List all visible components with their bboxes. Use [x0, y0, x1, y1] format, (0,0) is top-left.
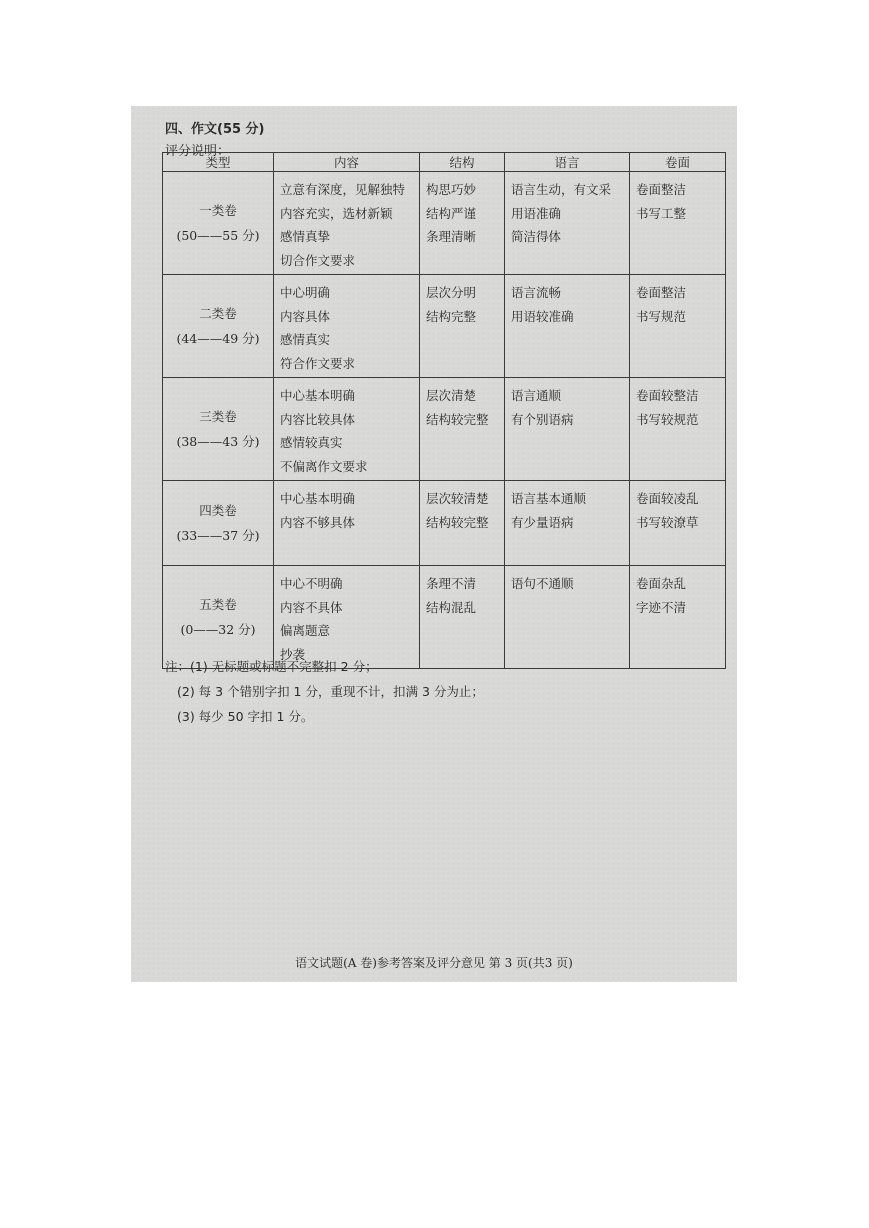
appearance-cell [630, 481, 726, 566]
criterion: 内容比较具体 [280, 411, 356, 427]
note-2: (2) 每 3 个错别字扣 1 分，重现不计，扣满 3 分为止； [177, 684, 484, 699]
note-1: 注：(1) 无标题或标题不完整扣 2 分； [165, 659, 378, 674]
table-header-row [163, 153, 726, 172]
criterion: 语言通顺 [511, 388, 562, 403]
criterion: 语句不通顺 [511, 576, 574, 591]
category-cell [163, 378, 274, 481]
criterion: 层次清楚 [426, 388, 477, 403]
criterion: 结构严谨 [426, 205, 477, 221]
category-cell [163, 172, 274, 275]
criterion: 用语较准确 [511, 308, 574, 324]
criterion: 中心基本明确 [280, 388, 356, 403]
criterion: 条理不清 [426, 576, 477, 591]
criterion: 卷面整洁 [636, 285, 687, 300]
criterion: 用语准确 [511, 205, 562, 221]
structure-cell [420, 481, 505, 566]
table-row [163, 275, 726, 378]
criterion: 不偏离作文要求 [280, 458, 368, 474]
criterion: 切合作文要求 [280, 252, 356, 268]
structure-cell [420, 378, 505, 481]
category-name: 五类卷 [199, 597, 237, 612]
criterion: 语言基本通顺 [511, 491, 587, 506]
category-name: 二类卷 [199, 306, 237, 321]
criterion: 书写较潦草 [636, 514, 699, 530]
content-cell [274, 172, 420, 275]
content-cell [274, 481, 420, 566]
criterion: 语言流畅 [511, 285, 562, 300]
criterion: 卷面整洁 [636, 182, 687, 197]
category-name: 三类卷 [199, 409, 237, 424]
criterion: 内容具体 [280, 308, 331, 324]
category-cell [163, 481, 274, 566]
language-cell [505, 378, 630, 481]
criterion: 结构较完整 [426, 411, 489, 427]
language-cell [505, 275, 630, 378]
category-range: (33——37 分) [176, 528, 260, 543]
note-3: (3) 每少 50 字扣 1 分。 [177, 709, 314, 724]
table-row [163, 481, 726, 566]
category-range: (50——55 分) [176, 228, 260, 243]
header-type: 类型 [163, 153, 274, 172]
header-appearance: 卷面 [630, 153, 726, 172]
table-row [163, 172, 726, 275]
criterion: 结构完整 [426, 308, 477, 324]
criterion: 结构较完整 [426, 514, 489, 530]
appearance-cell [630, 275, 726, 378]
criterion: 层次较清楚 [426, 491, 489, 506]
header-language: 语言 [505, 153, 630, 172]
content-cell [274, 275, 420, 378]
scoring-instructions: 评分说明： [165, 144, 231, 159]
criterion: 感情较真实 [280, 435, 343, 450]
criterion: 语言生动，有文采 [511, 182, 612, 197]
section-title: 四、作文(55 分) [165, 122, 265, 137]
criterion: 有少量语病 [511, 514, 574, 530]
structure-cell [420, 275, 505, 378]
category-range: (44——49 分) [176, 331, 260, 346]
category-range: (38——43 分) [176, 434, 260, 449]
appearance-cell [630, 566, 726, 669]
scanned-page [131, 106, 737, 982]
criterion: 中心基本明确 [280, 491, 356, 506]
criterion: 卷面杂乱 [636, 576, 687, 591]
criterion: 条理清晰 [426, 229, 477, 244]
criterion: 结构混乱 [426, 599, 477, 615]
criterion: 中心不明确 [280, 576, 343, 591]
criterion: 构思巧妙 [426, 182, 477, 197]
appearance-cell [630, 172, 726, 275]
content-cell [274, 378, 420, 481]
notes [165, 654, 484, 729]
criterion: 抄袭 [280, 646, 306, 662]
category-cell [163, 275, 274, 378]
page-footer: 语文试题(A 卷)参考答案及评分意见 第 3 页(共3 页) [295, 956, 573, 970]
criterion: 有个别语病 [511, 411, 574, 427]
appearance-cell [630, 378, 726, 481]
criterion: 卷面较整洁 [636, 388, 699, 403]
criterion: 字迹不清 [636, 599, 687, 615]
criterion: 符合作文要求 [280, 355, 356, 371]
criterion: 内容不够具体 [280, 514, 356, 530]
language-cell [505, 172, 630, 275]
criterion: 偏离题意 [280, 623, 331, 638]
category-name: 四类卷 [199, 503, 237, 518]
criterion: 简洁得体 [511, 229, 562, 244]
criterion: 书写工整 [636, 205, 687, 221]
structure-cell [420, 172, 505, 275]
category-range: (0——32 分) [180, 622, 256, 637]
criterion: 感情真挚 [280, 229, 331, 244]
criterion: 感情真实 [280, 332, 331, 347]
header-content: 内容 [274, 153, 420, 172]
category-name: 一类卷 [199, 203, 237, 218]
criterion: 中心明确 [280, 285, 331, 300]
criterion: 内容充实，选材新颖 [280, 205, 393, 221]
table-row [163, 378, 726, 481]
criterion: 层次分明 [426, 285, 477, 300]
language-cell [505, 481, 630, 566]
criterion: 书写较规范 [636, 411, 699, 427]
criterion: 卷面较凌乱 [636, 491, 699, 506]
language-cell [505, 566, 630, 669]
criterion: 立意有深度，见解独特 [280, 182, 406, 197]
criterion: 书写规范 [636, 308, 687, 324]
header-structure: 结构 [420, 153, 505, 172]
scoring-table [162, 152, 726, 669]
criterion: 内容不具体 [280, 599, 343, 615]
